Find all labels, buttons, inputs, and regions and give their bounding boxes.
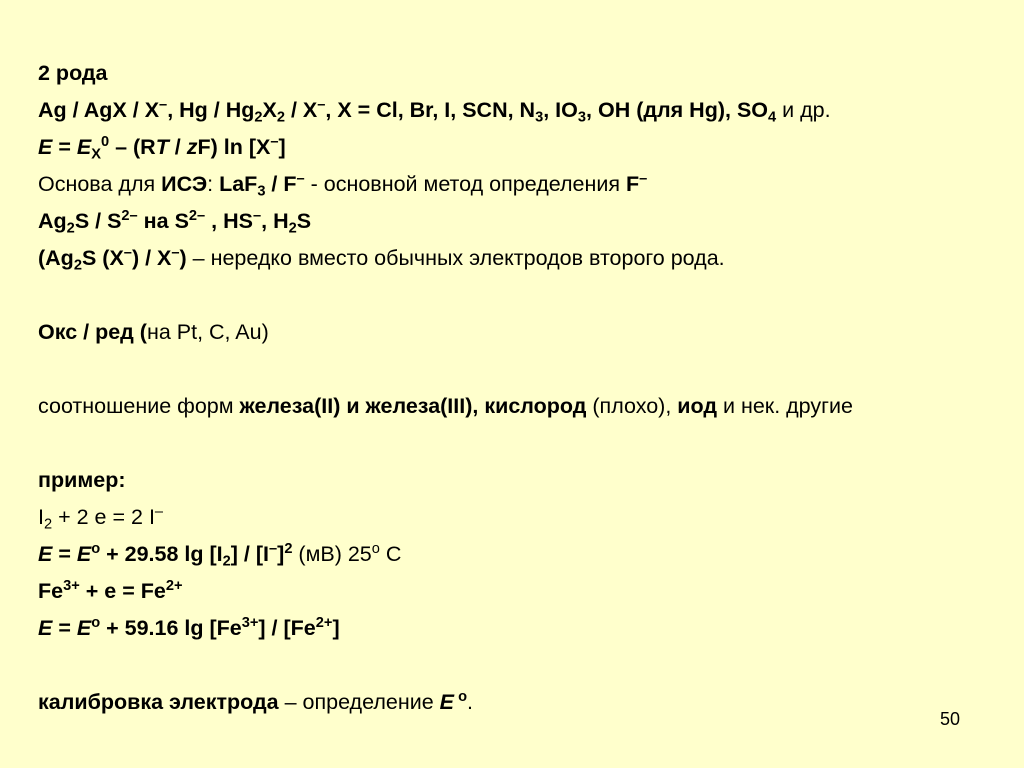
calibration-line: калибровка электрода – определение E $^o$. <box>38 688 473 714</box>
iodine-reaction-line: $I_2 + 2$ e = 2 I– <box>38 503 164 533</box>
iron-equation-line: $E = E^o + 59.16$ $\lg [Fe^{3+}] / [Fe^{2+}]$ <box>38 614 340 640</box>
nernst-equation-line: $E = E_X^0 - (RT / zF)$ ln [X–] <box>38 133 286 163</box>
example-heading: пример: <box>38 468 126 492</box>
redox-line: Окс / ред (на Pt, C, Au) <box>38 320 269 344</box>
ise-basis-line: Основа для ИСЭ: LaF$_3$ / F– - основной метод определения F– <box>38 170 648 200</box>
silver-sulfide-line: $Ag_2S / S^{2-}$ на $S^{2-}$ , HS–, $H_2S$ <box>38 207 312 237</box>
page-number: 50 <box>940 709 961 729</box>
iodine-equation-line: $E = E^o + 29.58$ $\lg [I_2] / [I^-]^2$ (мВ) 25$^o$ C <box>38 540 402 570</box>
mixed-electrode-line: ($Ag_2S$ (X–) / X–) – нередко вместо обычных электродов второго рода. <box>38 244 725 274</box>
electrodes-second-kind-line: Ag / AgX / X–, Hg / $Hg_2X_2 / X^-$, X = Cl, Br, I, SCN, $N_3$, $IO_3$, OH (для Hg), $SO_4$ и др. <box>38 96 831 126</box>
forms-ratio-line: соотношение форм железа(II) и железа(III), кислород (плохо), иод и нек. другие <box>38 394 853 418</box>
heading-second-kind: 2 рода <box>38 61 108 85</box>
iron-reaction-line: $Fe^{3+} + e = Fe^{2+}$ <box>38 577 183 603</box>
